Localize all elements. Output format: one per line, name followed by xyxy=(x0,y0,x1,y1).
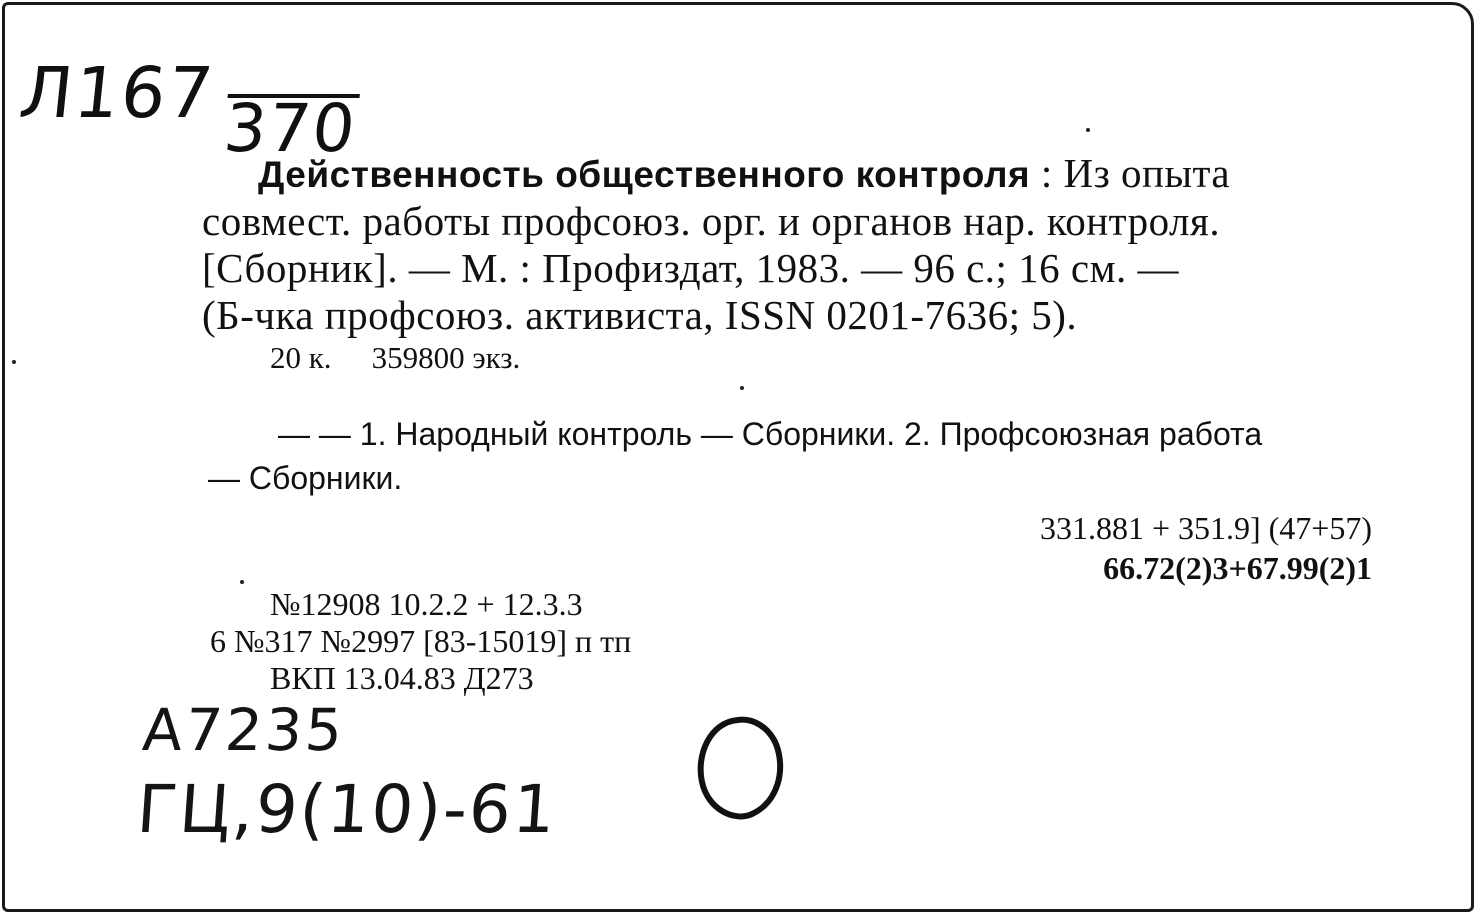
record-line-1: №12908 10.2.2 + 12.3.3 xyxy=(270,586,583,622)
handwritten-shelf-mark-sub: 370 xyxy=(220,90,361,167)
record-line-3: ВКП 13.04.83 Д273 xyxy=(270,660,534,696)
title-line-4: (Б-чка профсоюз. активиста, ISSN 0201-7636; 5). xyxy=(202,292,1078,338)
registration-records xyxy=(210,586,631,697)
speck-mark xyxy=(240,580,244,584)
subject-headings xyxy=(208,412,1373,500)
handwritten-inventory-notes xyxy=(134,690,565,850)
handwritten-shelf-mark xyxy=(15,52,361,167)
speck-mark xyxy=(1086,128,1090,132)
book-title: Действенность общественного контроля xyxy=(258,154,1031,195)
title-line-3: [Сборник]. — М. : Профиздат, 1983. — 96 с.; 16 см. — xyxy=(202,245,1180,291)
price: 20 к. xyxy=(270,340,332,375)
classification-indices xyxy=(1040,508,1372,588)
bbk-index: 66.72(2)3+67.99(2)1 xyxy=(1103,550,1372,586)
title-line-1 xyxy=(202,150,1372,198)
speck-mark xyxy=(740,386,744,390)
handwritten-shelf-code: ГЦ,9(10)-61 xyxy=(134,771,560,848)
title-line-2: совмест. работы профсоюз. орг. и органов нар. контроля. xyxy=(202,198,1221,244)
hand-drawn-circle-icon xyxy=(690,710,790,830)
price-and-copies xyxy=(270,340,520,376)
subject-line-1: — — 1. Народный контроль — Сборники. 2. Профсоюзная работа xyxy=(278,416,1263,452)
subtitle-start: : Из опыта xyxy=(1030,150,1231,196)
handwritten-shelf-mark-main: Л167 xyxy=(15,52,219,134)
bibliographic-description xyxy=(202,150,1372,339)
record-line-2: 6 №317 №2997 [83-15019] п тп xyxy=(210,623,632,659)
speck-mark xyxy=(12,360,16,364)
udc-index: 331.881 + 351.9] (47+57) xyxy=(1039,510,1372,546)
subject-line-2: — Сборники. xyxy=(208,460,403,496)
copies: 359800 экз. xyxy=(371,340,521,375)
handwritten-inventory-number: А7235 xyxy=(140,696,348,764)
